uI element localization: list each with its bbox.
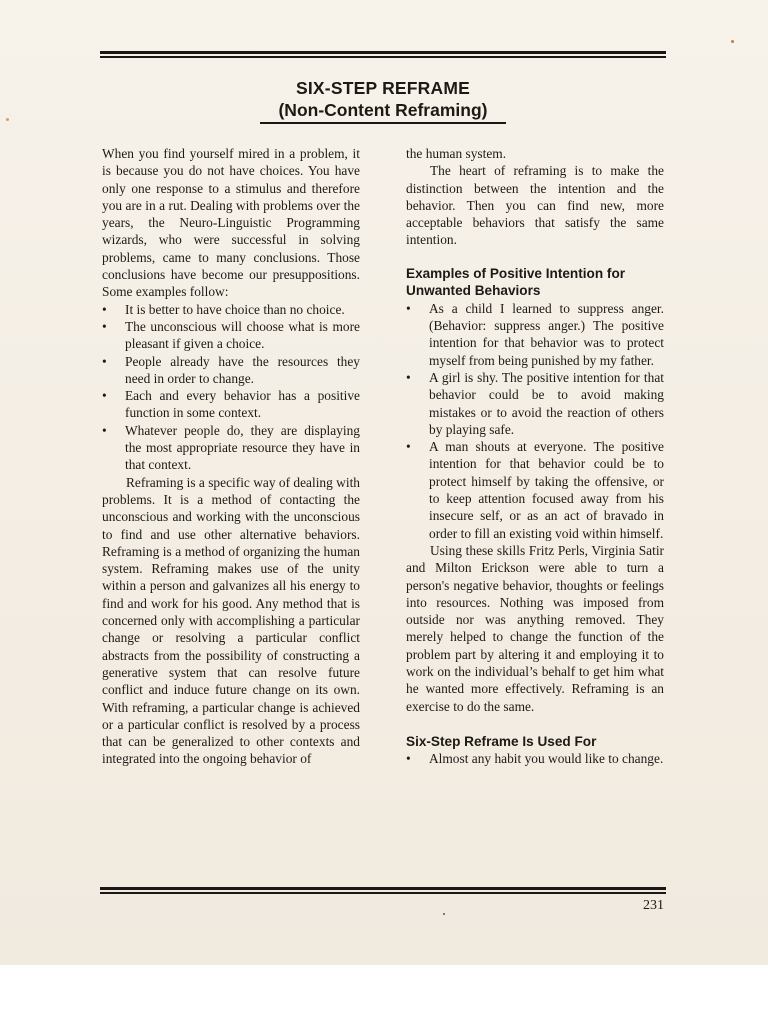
list-item-text: The unconscious will choose what is more pleasant if given a choice. [125,318,360,352]
list-item [406,750,664,767]
used-for-heading: Six-Step Reframe Is Used For [406,733,597,749]
paper-speck [731,40,734,43]
bullet-icon: • [102,318,107,334]
intro-paragraph: When you find yourself mired in a problem, it is because you do not have choices. You have only one response to a stimulus and therefore you are in a rut. Dealing with problems over the years, the Neuro-Linguistic Programming wizards, who were successful in solving problems, came to many conclusions. Those conclusions have become our presuppositions. Some examples follow: [102,146,360,300]
paper-speck [443,913,445,915]
list-item [102,301,360,318]
list-item-text: Whatever people do, they are displaying the most appropriate resource they have in that context. [125,422,360,473]
bullet-icon: • [406,369,411,385]
bullet-icon: • [406,300,411,316]
bullet-icon: • [406,439,411,455]
examples-heading: Examples of Positive Intention for Unwanted Behaviors [406,265,626,299]
heart-paragraph: The heart of reframing is to make the distinction between the intention and the behavior. Then you can find new, more acceptable behaviors that satisfy the same intention. [406,163,664,248]
used-for-list [406,750,664,767]
list-item-text: People already have the resources they need in order to change. [125,353,360,386]
list-item [102,353,360,388]
list-item [406,300,664,369]
page-title [100,78,666,124]
bullet-icon: • [102,353,107,369]
list-item-text: A man shouts at everyone. The positive intention for that behavior could be to protect himself by taking the offensive, or to keep attention focused away from his insecure self, or as an act of bravado in order to fill an existing void within himself. [429,439,664,541]
list-item [102,422,360,474]
list-item-text: As a child I learned to suppress anger. (Behavior: suppress anger.) The positive intention for that behavior was to protect myself from being punished by my father. [429,300,664,368]
bullet-icon: • [102,422,107,438]
continuation-text: the human system. [406,146,507,161]
list-item-text: Each and every behavior has a positive function in some context. [125,388,360,421]
title-line-2: (Non-Content Reframing) [260,100,505,124]
list-item-text: It is better to have choice than no choice. [125,301,345,317]
bullet-icon: • [102,388,107,404]
page-number: 231 [643,898,664,913]
top-double-rule [100,51,666,58]
list-item [406,438,664,542]
presuppositions-list [102,301,360,474]
paper-speck [6,118,9,121]
bottom-double-rule [100,887,666,894]
right-column [406,145,664,768]
list-item-text: Almost any habit you would like to change. [429,751,664,767]
list-item [102,387,360,422]
skills-paragraph: Using these skills Fritz Perls, Virginia Satir and Milton Erickson were able to turn a person's negative behavior, thoughts or feelings into resources. Nothing was imposed from outside nor was anything removed. They merely helped to change the function of the problem part by altering it and employing it to work on the individual’s behalf to get him what he wanted more effectively. Reframing is an exercise to do the same. [406,542,664,714]
reframing-paragraph: Reframing is a specific way of dealing with problems. It is a method of contacting the unconscious and working with the unconscious to find and use other alternative behaviors. Reframing is a method of organizing the human system. Reframing makes use of the unity within a person and galvanizes all his energy to find and work for his good. Any method that is concerned only with accomplishing a particular change or resolving a particular conflict abstracts from the possibility of constructing a generative system that can resolve future conflict and induce future change on its own. With reframing, a particular change is achieved or a particular conflict is resolved by a process that can be generalized to other contexts and integrated into the ongoing behavior of [102,474,360,767]
title-line-1: SIX-STEP REFRAME [295,78,470,98]
examples-list [406,300,664,542]
list-item [406,369,664,438]
bullet-icon: • [406,751,411,767]
bullet-icon: • [102,301,107,317]
list-item [102,318,360,353]
left-column [102,145,360,768]
list-item-text: A girl is shy. The positive intention for that behavior could be to avoid making mistakes or to avoid the reaction of others by playing safe. [429,369,664,437]
